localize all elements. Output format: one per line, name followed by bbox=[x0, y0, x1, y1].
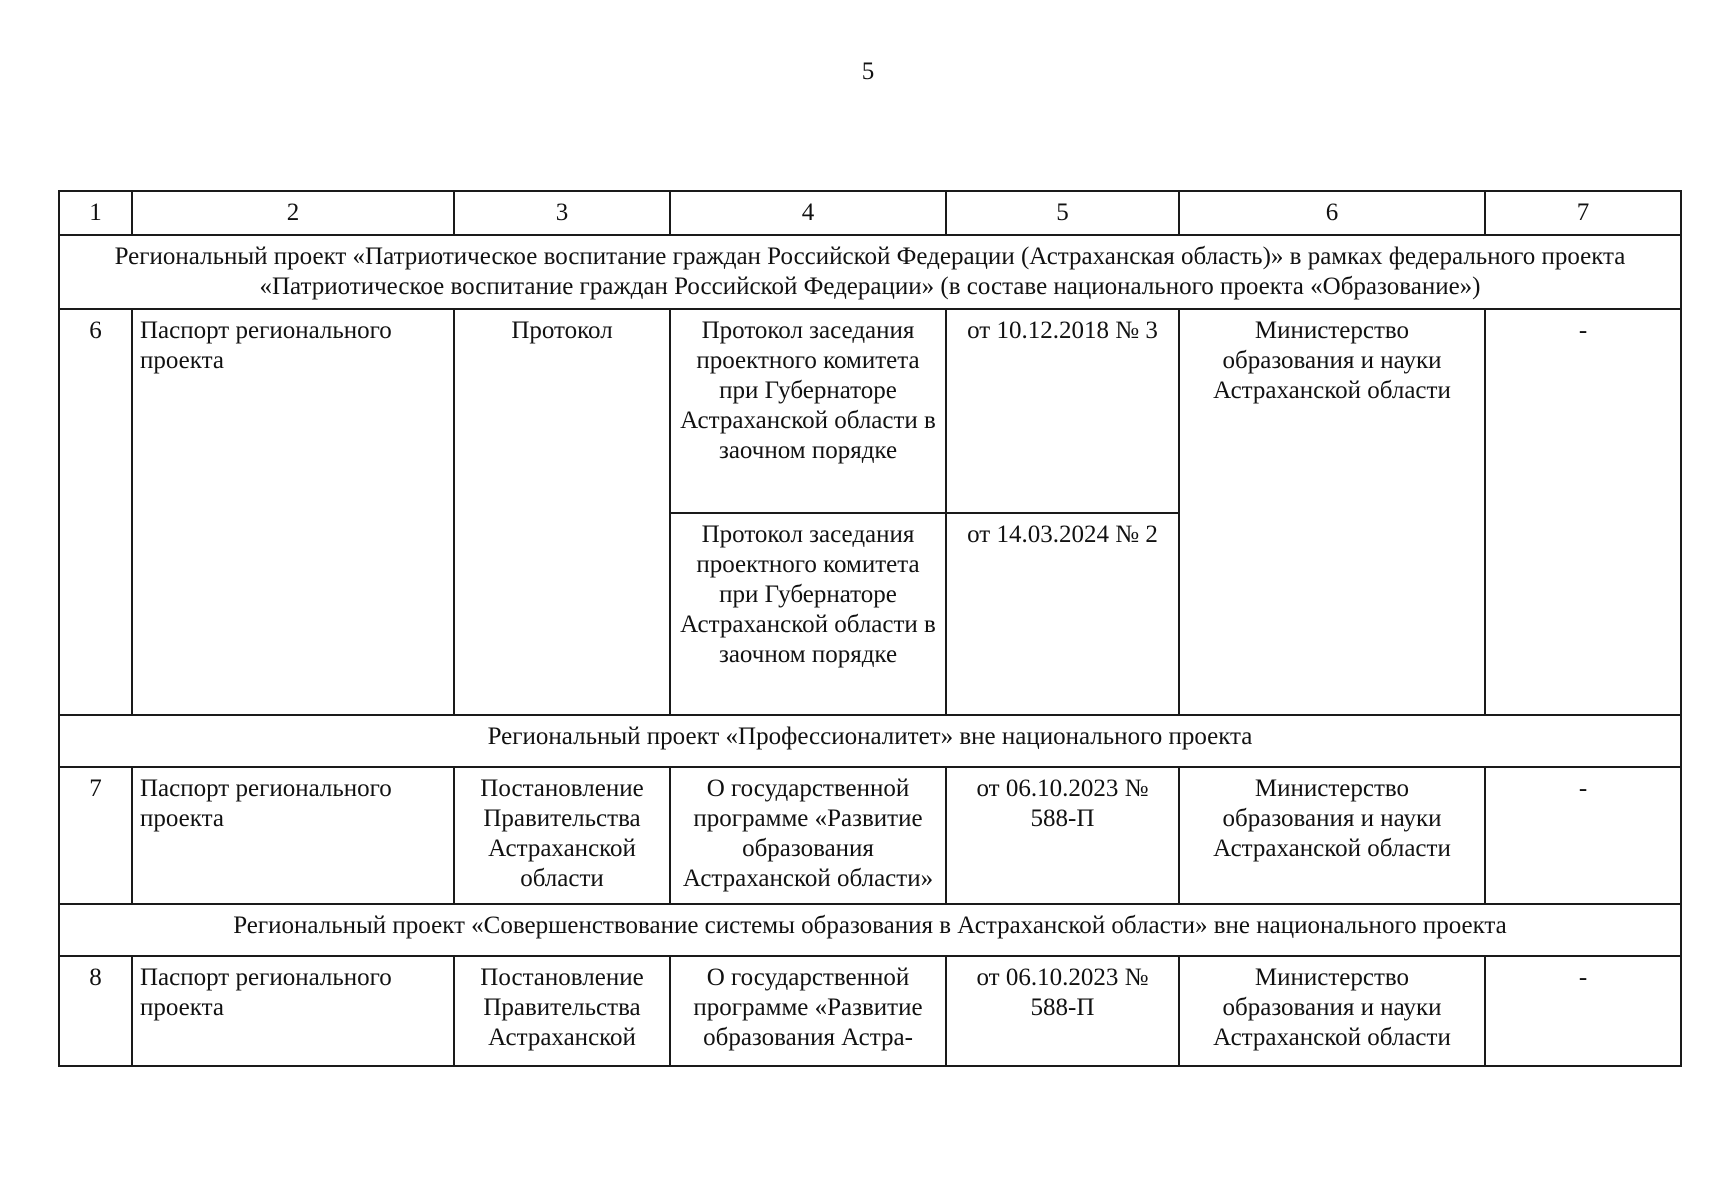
document-title-cell: Протокол заседания проектного комитета при Губернаторе Астраханской области в заочном порядке bbox=[670, 513, 946, 715]
document-title-cell: Протокол заседания проектного комитета при Губернаторе Астраханской области в заочном порядке bbox=[670, 309, 946, 513]
note-cell: - bbox=[1485, 767, 1681, 904]
col-header-4: 4 bbox=[670, 191, 946, 235]
section-title-professionalitet: Региональный проект «Профессионалитет» вне национального проекта bbox=[59, 715, 1681, 767]
row-number: 6 bbox=[59, 309, 132, 715]
col-header-6: 6 bbox=[1179, 191, 1485, 235]
col-header-1: 1 bbox=[59, 191, 132, 235]
note-cell: - bbox=[1485, 956, 1681, 1066]
document-date-cell: от 06.10.2023 № 588-П bbox=[946, 956, 1179, 1066]
page-number: 5 bbox=[861, 58, 875, 85]
document-title-cell: О государственной программе «Развитие образования Астраханской области» bbox=[670, 767, 946, 904]
document-name-cell: Паспорт регионального проекта bbox=[132, 309, 454, 715]
table-row-6 bbox=[59, 309, 1681, 513]
col-header-5: 5 bbox=[946, 191, 1179, 235]
document-name-cell: Паспорт регионального проекта bbox=[132, 956, 454, 1066]
document-date-cell: от 10.12.2018 № 3 bbox=[946, 309, 1179, 513]
document-date-cell: от 14.03.2024 № 2 bbox=[946, 513, 1179, 715]
row-number: 8 bbox=[59, 956, 132, 1066]
document-type-cell: Постановление Правительства Астраханской области bbox=[454, 767, 670, 904]
document-name-cell: Паспорт регионального проекта bbox=[132, 767, 454, 904]
organization-cell: Министерство образования и науки Астраханской области bbox=[1179, 309, 1485, 715]
section-row bbox=[59, 904, 1681, 956]
section-title-education-system: Региональный проект «Совершенствование системы образования в Астраханской области» вне национального проекта bbox=[59, 904, 1681, 956]
document-type-cell: Постановление Правительства Астраханской bbox=[454, 956, 670, 1066]
document-table bbox=[58, 190, 1682, 1067]
document-date-cell: от 06.10.2023 № 588-П bbox=[946, 767, 1179, 904]
header-row bbox=[59, 191, 1681, 235]
table-row-8 bbox=[59, 956, 1681, 1066]
organization-cell: Министерство образования и науки Астраханской области bbox=[1179, 767, 1485, 904]
organization-cell: Министерство образования и науки Астраханской области bbox=[1179, 956, 1485, 1066]
document-title-cell: О государственной программе «Развитие образования Астра- bbox=[670, 956, 946, 1066]
note-cell: - bbox=[1485, 309, 1681, 715]
table-row-7 bbox=[59, 767, 1681, 904]
document-type-cell: Протокол bbox=[454, 309, 670, 715]
col-header-2: 2 bbox=[132, 191, 454, 235]
row-number: 7 bbox=[59, 767, 132, 904]
col-header-3: 3 bbox=[454, 191, 670, 235]
section-row bbox=[59, 715, 1681, 767]
section-title-patriotic: Региональный проект «Патриотическое воспитание граждан Российской Федерации (Астраханская область)» в рамках федерального проекта «Патриотическое воспитание граждан Российской Федерации» (в составе национального проекта «Образование») bbox=[59, 235, 1681, 309]
section-row bbox=[59, 235, 1681, 309]
col-header-7: 7 bbox=[1485, 191, 1681, 235]
